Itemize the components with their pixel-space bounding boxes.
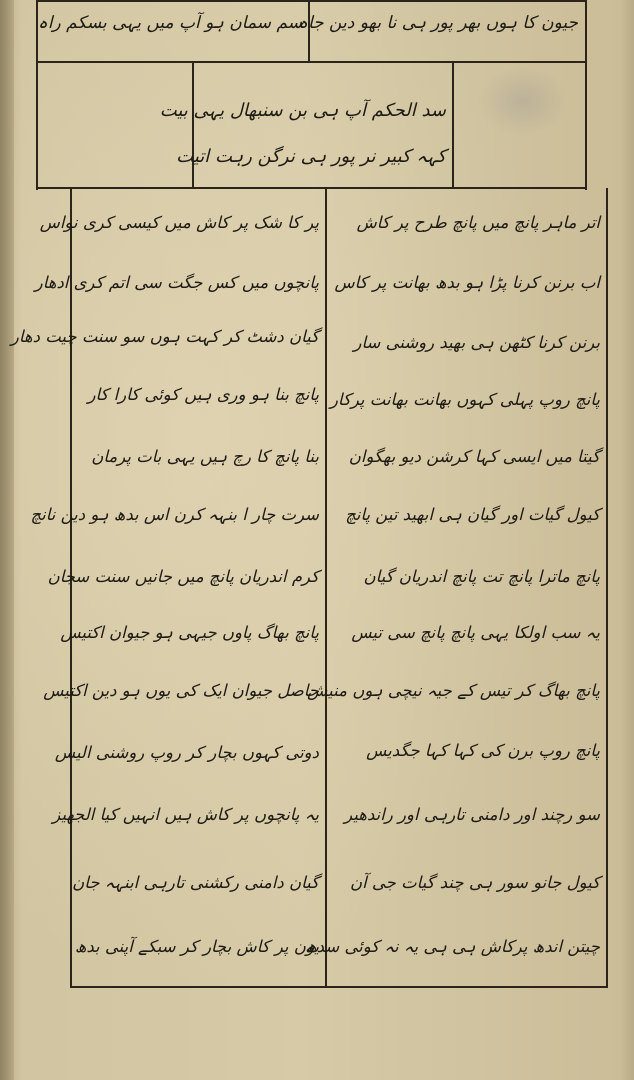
couplet-box-right-rule [452, 62, 454, 188]
couplet-line-2: کہہ کبیر نر پور ہی نرگن رہت اتیت [176, 146, 446, 167]
right-column-line-11: سو رچند اور دامنی تارہی اور راندھیر [344, 805, 600, 824]
couplet-box-bottom-rule [36, 187, 587, 189]
columns-middle-rule [325, 188, 327, 988]
header-verse-right: جیون کا ہوں بھر پور ہی نا بھو دین جاہ [298, 13, 578, 33]
left-column-line-12: گیان دامنی رکشنی تارہی ابنہہ جان [72, 873, 319, 892]
right-column-line-13: چیتن اندھ پرکاش ہی ہی یہ نہ کوئی سدھ [305, 937, 600, 956]
left-column-line-11: یہ پانچوں پر کاش ہیں انہیں کیا الجھیز [52, 805, 319, 824]
left-column-line-7: کرم اندریان پانچ میں جانیں سنت سجان [47, 567, 319, 586]
columns-bottom-rule [70, 986, 608, 988]
right-column-line-10: پانچ روپ برن کی کہا کہا جگدیس [366, 741, 600, 760]
right-column-line-1: اتر ماہر پانچ میں پانچ طرح پر کاش [356, 213, 600, 232]
left-column-line-4: پانچ بنا ہو وری ہیں کوئی کارا کار [87, 385, 319, 404]
left-column-line-2: پانچوں میں کس جگت سی اتم کری ادھار [34, 273, 319, 292]
page-binding-edge [0, 0, 14, 1080]
right-column-line-4: پانچ روپ پہلی کہوں بھانت بھانت پرکار [329, 390, 600, 409]
left-column-line-3: گیان دشٹ کر کہت ہوں سو سنت چیت دھار [10, 327, 319, 346]
right-column-line-2: اب برنن کرنا پڑا ہو بدھ بھانت پر کاس [334, 273, 600, 292]
header-bottom-rule [36, 61, 587, 63]
right-column-line-12: کیول جانو سور ہی چند گیات جی آن [349, 873, 600, 892]
right-column-line-5: گیتا میں ایسی کہا کرشن دیو بھگوان [348, 447, 600, 466]
left-column-line-1: پر کا شک پر کاش میں کیسی کری نواس [39, 213, 319, 232]
faded-stamp-mark [478, 66, 568, 136]
right-column-line-9: پانچ بھاگ کر تیس کے جیہ نیچی ہوں منیش [307, 681, 600, 700]
right-column-line-6: کیول گیات اور گیان ہی ابھید تین پانچ [345, 505, 600, 524]
columns-right-rule [606, 188, 608, 988]
frame-right-rule [585, 0, 587, 190]
header-verse-left: سم سمان ہو آپ میں یہی بسکم راہ [37, 13, 302, 33]
left-column-line-8: پانچ بھاگ پاوں جیہی ہو جیوان اکتیس [60, 623, 319, 642]
left-column-line-5: بنا پانچ کا رچ ہیں یہی بات پرمان [91, 447, 319, 466]
right-column-line-7: پانچ ماترا پانچ تت پانچ اندریان گیان [363, 567, 600, 586]
left-column-line-6: سرت چار ا بنہہ کرن اس بدھ ہو دین نانچ [30, 505, 319, 524]
left-column-line-13: یون پر کاش بچار کر سبکے آپنی بدھ [74, 937, 319, 956]
couplet-line-1: سد الحکم آپ ہی بن سنبھال یہی بیت [159, 100, 446, 121]
right-column-line-8: یہ سب اولکا یہی پانچ پانچ سی تیس [351, 623, 600, 642]
right-column-line-3: برنن کرنا کٹھن ہی بھید روشنی سار [353, 333, 600, 352]
frame-top-rule [36, 0, 587, 2]
left-column-line-9: حاصل جیوان ایک کی یوں ہو دین اکتیس [43, 681, 319, 700]
left-column-line-10: دوتی کہوں بچار کر روپ روشنی الیس [54, 743, 319, 762]
